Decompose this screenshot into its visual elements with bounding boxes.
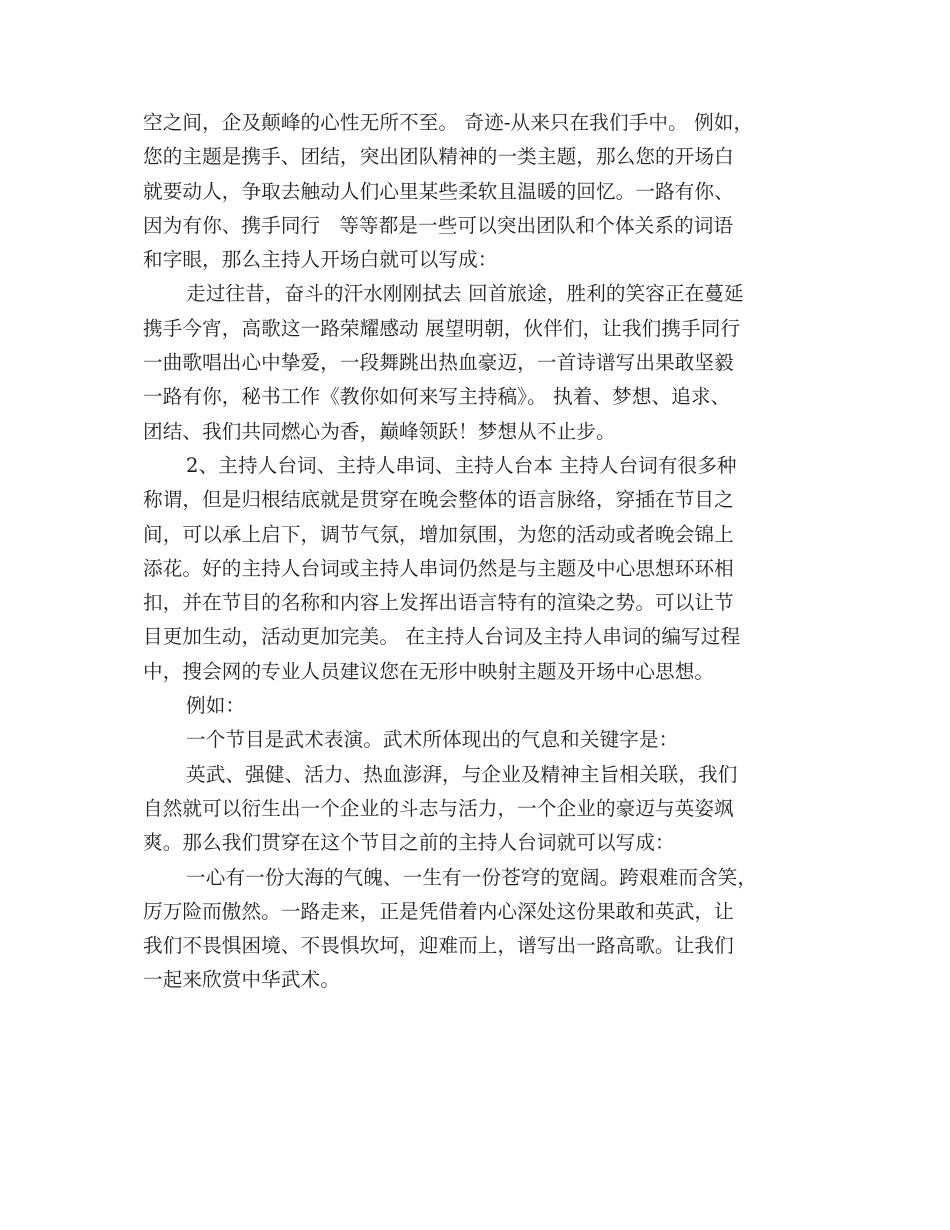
text-line: 间，可以承上启下，调节气氛，增加氛围，为您的活动或者晚会锦上 <box>143 522 734 546</box>
text-line: 团结、我们共同燃心为香，巅峰领跃！梦想从不止步。 <box>143 419 616 443</box>
text-line: 扣，并在节目的名称和内容上发挥出语言特有的渲染之势。可以让节 <box>143 591 734 615</box>
text-line: 英武、强健、活力、热血澎湃，与企业及精神主旨相关联，我们 <box>186 762 738 786</box>
text-line: 因为有你、携手同行 等等都是一些可以突出团队和个体关系的词语 <box>143 213 734 237</box>
text-line: 目更加生动，活动更加完美。 在主持人台词及主持人串词的编写过程 <box>143 625 741 649</box>
text-line: 您的主题是携手、团结，突出团队精神的一类主题，那么您的开场白 <box>143 145 734 169</box>
text-line: 和字眼，那么主持人开场白就可以写成： <box>143 248 498 272</box>
text-line: 空之间，企及颠峰的心性无所不至。 奇迹-从来只在我们手中。 例如， <box>143 111 754 134</box>
text-line: 添花。好的主持人台词或主持人串词仍然是与主题及中心思想环环相 <box>143 556 734 580</box>
text-line: 一曲歌唱出心中挚爱，一段舞跳出热血豪迈，一首诗谱写出果敢坚毅 <box>143 351 734 375</box>
text-line: 一个节目是武术表演。武术所体现出的气息和关键字是： <box>186 728 679 752</box>
text-line: 我们不畏惧困境、不畏惧坎坷，迎难而上，谱写出一路高歌。让我们 <box>143 934 734 958</box>
text-line: 2、主持人台词、主持人串词、主持人台本 主持人台词有很多种 <box>186 453 737 477</box>
text-line: 自然就可以衍生出一个企业的斗志与活力，一个企业的豪迈与英姿飒 <box>143 796 734 820</box>
text-line: 走过往昔，奋斗的汗水刚刚拭去 回首旅途，胜利的笑容正在蔓延 <box>186 282 744 306</box>
text-line: 中，搜会网的专业人员建议您在无形中映射主题及开场中心思想。 <box>143 659 715 683</box>
body-text <box>143 106 813 998</box>
text-line: 称谓，但是归根结底就是贯穿在晚会整体的语言脉络，穿插在节目之 <box>143 488 734 512</box>
text-line: 一路有你，秘书工作《教你如何来写主持稿》。 执着、梦想、追求、 <box>143 385 731 409</box>
text-line: 一心有一份大海的气魄、一生有一份苍穹的宽阔。跨艰难而含笑， <box>186 865 758 889</box>
text-line: 爽。那么我们贯穿在这个节目之前的主持人台词就可以写成： <box>143 831 675 855</box>
text-line: 一起来欣赏中华武术。 <box>143 968 340 992</box>
text-line: 例如： <box>186 694 246 718</box>
text-line: 就要动人，争取去触动人们心里某些柔软且温暖的回忆。一路有你、 <box>143 179 734 203</box>
text-line: 携手今宵，高歌这一路荣耀感动 展望明朝，伙伴们，让我们携手同行 <box>143 316 741 340</box>
text-line: 厉万险而傲然。一路走来，正是凭借着内心深处这份果敢和英武，让 <box>143 899 734 923</box>
